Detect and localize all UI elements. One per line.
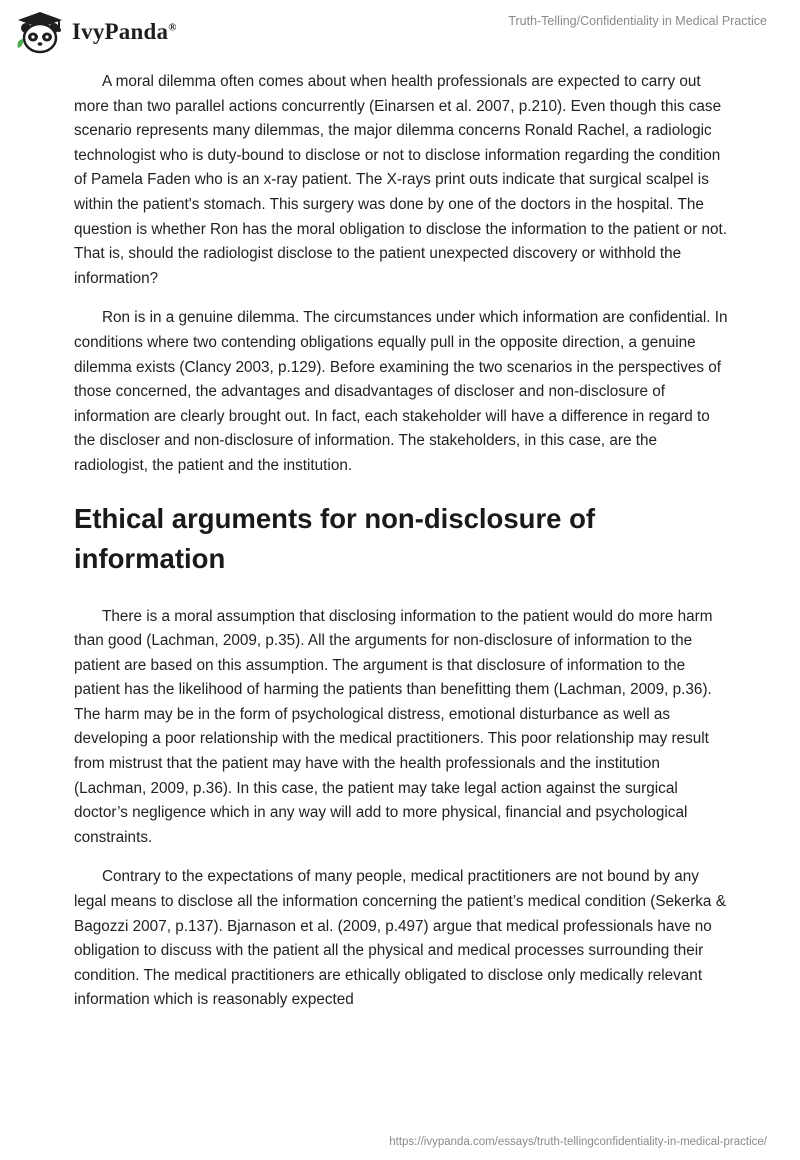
source-url[interactable]: https://ivypanda.com/essays/truth-tellingconfidentiality-in-medical-practice/: [389, 1136, 767, 1148]
paragraph-1: A moral dilemma often comes about when health professionals are expected to carry out more than two parallel actions concurrently (Einarsen et al. 2007, p.210). Even though this case scenario represents many dilemmas, the major dilemma concerns Ronald Rachel, a radiologic technologist who is duty-bound to disclose or not to disclose information regarding the condition of Pamela Faden who is an x-ray patient. The X-rays print outs indicate that surgical scalpel is within the patient's stomach. This surgery was done by one of the doctors in the hospital. The question is whether Ron has the moral obligation to disclose the information to the patient or not. That is, should the radiologist disclose to the patient unexpected discovery or withhold the information?: [74, 73, 728, 287]
panda-mascot-icon: [14, 10, 66, 54]
paragraph-4: Contrary to the expectations of many people, medical practitioners are not bound by any legal means to disclose all the information concerning the patient’s medical condition (Sekerka & Bagozzi 2007, p.137). Bjarnason et al. (2009, p.497) argue that medical professionals have no obligation to discuss with the patient all the physical and medical processes surrounding their condition. The medical practitioners are ethically obligated to disclose only medically relevant information which is reasonably expected: [74, 868, 726, 1009]
essay-body: [74, 70, 730, 1028]
document-title: Truth-Telling/Confidentiality in Medical Practice: [508, 14, 767, 28]
ivypanda-logo[interactable]: [14, 10, 177, 54]
brand-name: IvyPanda®: [72, 19, 177, 44]
registered-mark: ®: [168, 21, 177, 34]
section-heading: Ethical arguments for non-disclosure of information: [74, 502, 596, 574]
paragraph-3: There is a moral assumption that disclosing information to the patient would do more harm than good (Lachman, 2009, p.35). All the arguments for non-disclosure of information to the patient are based on this assumption. The argument is that disclosure of information to the patient has the likelihood of harming the patients than benefitting them (Lachman, 2009, p.36). The harm may be in the form of psychological distress, emotional disturbance as well as developing a poor relationship with the medical practitioners. This poor relationship may result from mistrust that the patient may have with the health professionals and the institution (Lachman, 2009, p.36). In this case, the patient may take legal action against the surgical doctor’s negligence which in any way will add to more physical, financial and psychological constraints.: [74, 607, 713, 846]
paragraph-2: Ron is in a genuine dilemma. The circumstances under which information are confidential. In conditions where two contending obligations equally pull in the opposite direction, a genuine dilemma exists (Clancy 2003, p.129). Before examining the two scenarios in the perspectives of those concerned, the advantages and disadvantages of discloser and non-disclosure of information are clearly brought out. In fact, each stakeholder will have a difference in regard to the discloser and non-disclosure of information. The stakeholders, in this case, are the radiologist, the patient and the institution.: [74, 309, 728, 474]
page-header: [0, 0, 800, 70]
